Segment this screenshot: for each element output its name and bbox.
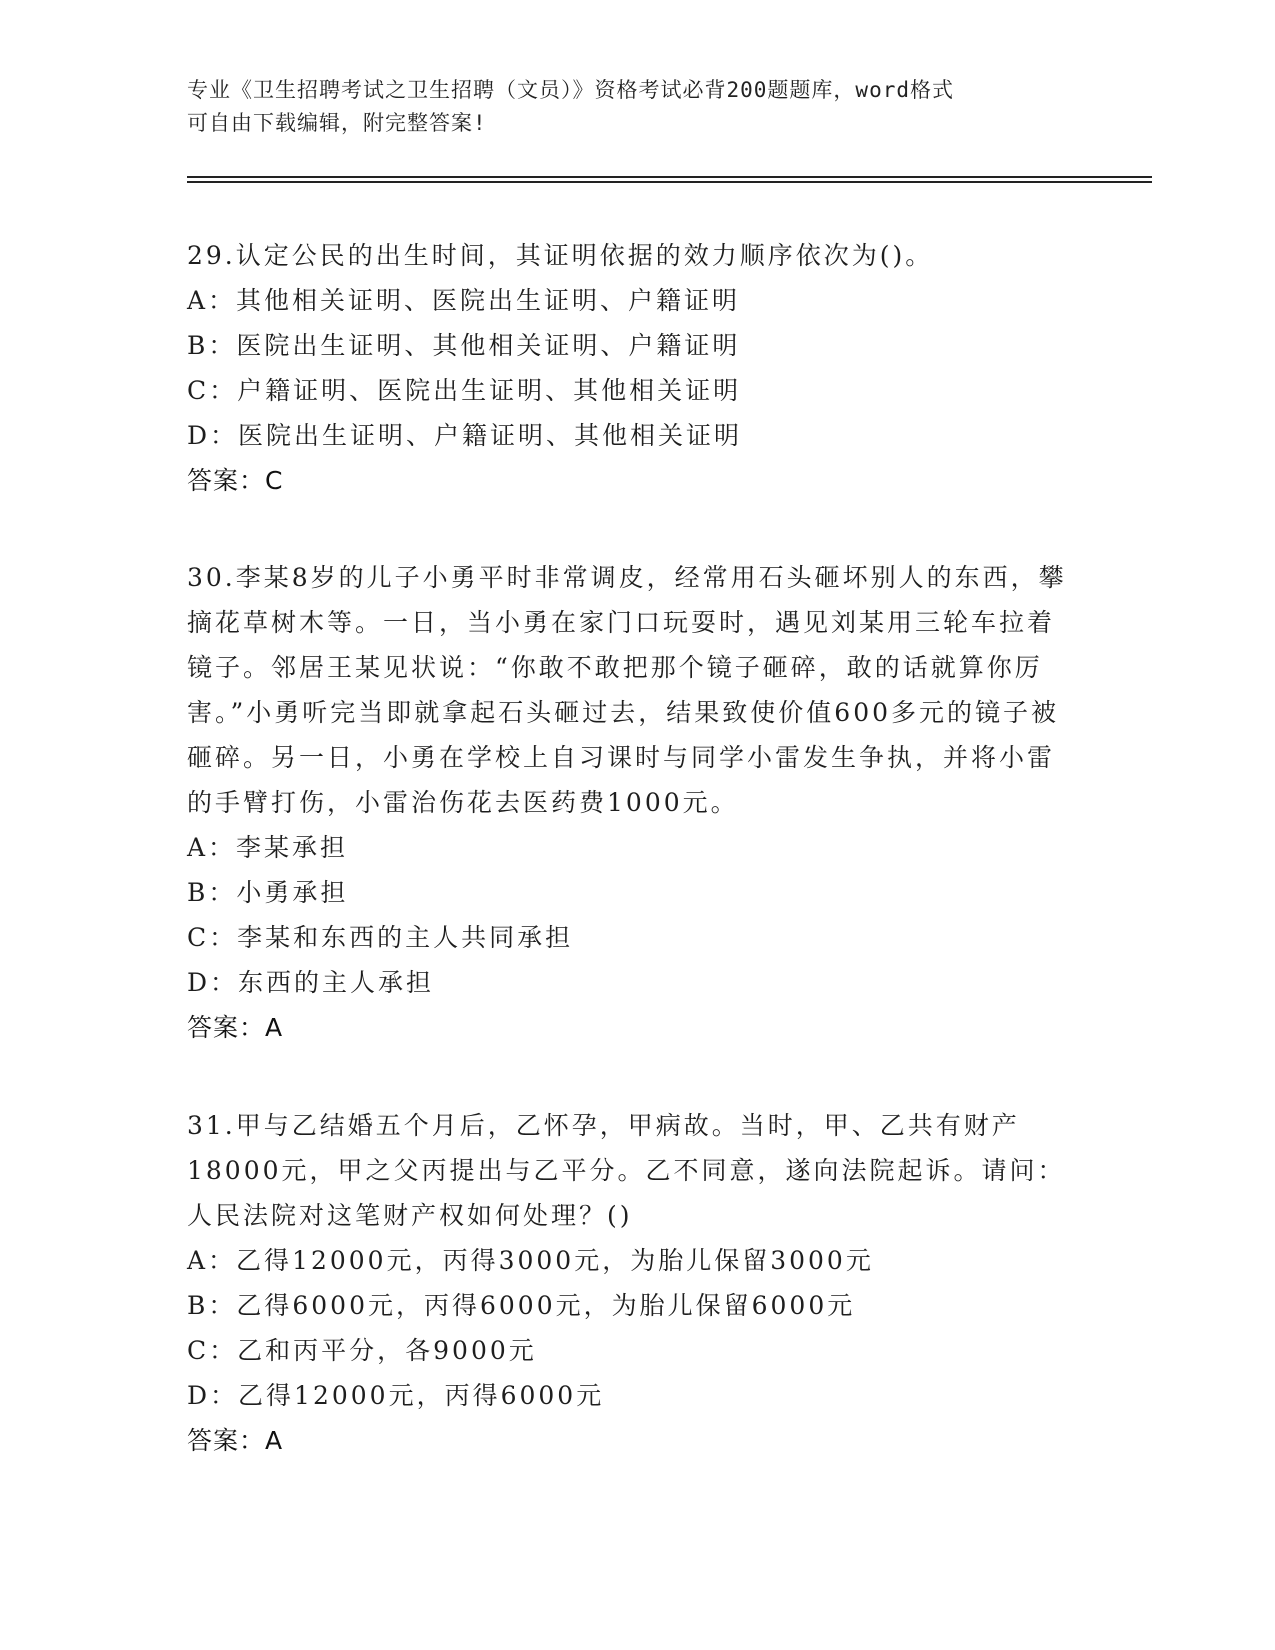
question-stem: 31.甲与乙结婚五个月后，乙怀孕，甲病故。当时，甲、乙共有财产18000元，甲之父丙提出与乙平分。乙不同意，遂向法院起诉。请问：人民法院对这笔财产权如何处理？(): [187, 1111, 1066, 1230]
option-a: A：其他相关证明、医院出生证明、户籍证明: [187, 286, 741, 315]
option-c: C：李某和东西的主人共同承担: [187, 923, 574, 952]
question-31: [187, 1103, 1067, 1463]
header-title-line-2: 可自由下载编辑，附完整答案!: [187, 111, 487, 135]
answer-line: 答案：A: [187, 1013, 284, 1042]
option-a: A：乙得12000元，丙得3000元，为胎儿保留3000元: [187, 1246, 874, 1275]
header-divider-top: [187, 176, 1152, 178]
document-header: [187, 74, 1087, 140]
question-29: [187, 233, 1067, 503]
option-d: D：医院出生证明、户籍证明、其他相关证明: [187, 421, 743, 450]
option-d: D：乙得12000元，丙得6000元: [187, 1381, 605, 1410]
option-d: D：东西的主人承担: [187, 968, 435, 997]
answer-line: 答案：A: [187, 1426, 284, 1455]
option-b: B：乙得6000元，丙得6000元，为胎儿保留6000元: [187, 1291, 856, 1320]
header-title-line-1: 专业《卫生招聘考试之卫生招聘（文员）》资格考试必背200题题库，word格式: [187, 78, 954, 102]
header-divider-bottom: [187, 181, 1152, 183]
question-stem: 30.李某8岁的儿子小勇平时非常调皮，经常用石头砸坏别人的东西，攀摘花草树木等。一日，当小勇在家门口玩耍时，遇见刘某用三轮车拉着镜子。邻居王某见状说：“你敢不敢把那个镜子砸碎，敢的话就算你厉害。”小勇听完当即就拿起石头砸过去，结果致使价值600多元的镜子被砸碎。另一日，小勇在学校上自习课时与同学小雷发生争执，并将小雷的手臂打伤，小雷治伤花去医药费1000元。: [187, 563, 1067, 817]
answer-line: 答案：C: [187, 466, 284, 495]
option-c: C：户籍证明、医院出生证明、其他相关证明: [187, 376, 742, 405]
option-a: A：李某承担: [187, 833, 349, 862]
option-b: B：小勇承担: [187, 878, 349, 907]
option-b: B：医院出生证明、其他相关证明、户籍证明: [187, 331, 741, 360]
option-c: C：乙和丙平分，各9000元: [187, 1336, 537, 1365]
question-30: [187, 555, 1067, 1050]
question-stem: 29.认定公民的出生时间，其证明依据的效力顺序依次为()。: [187, 241, 934, 270]
